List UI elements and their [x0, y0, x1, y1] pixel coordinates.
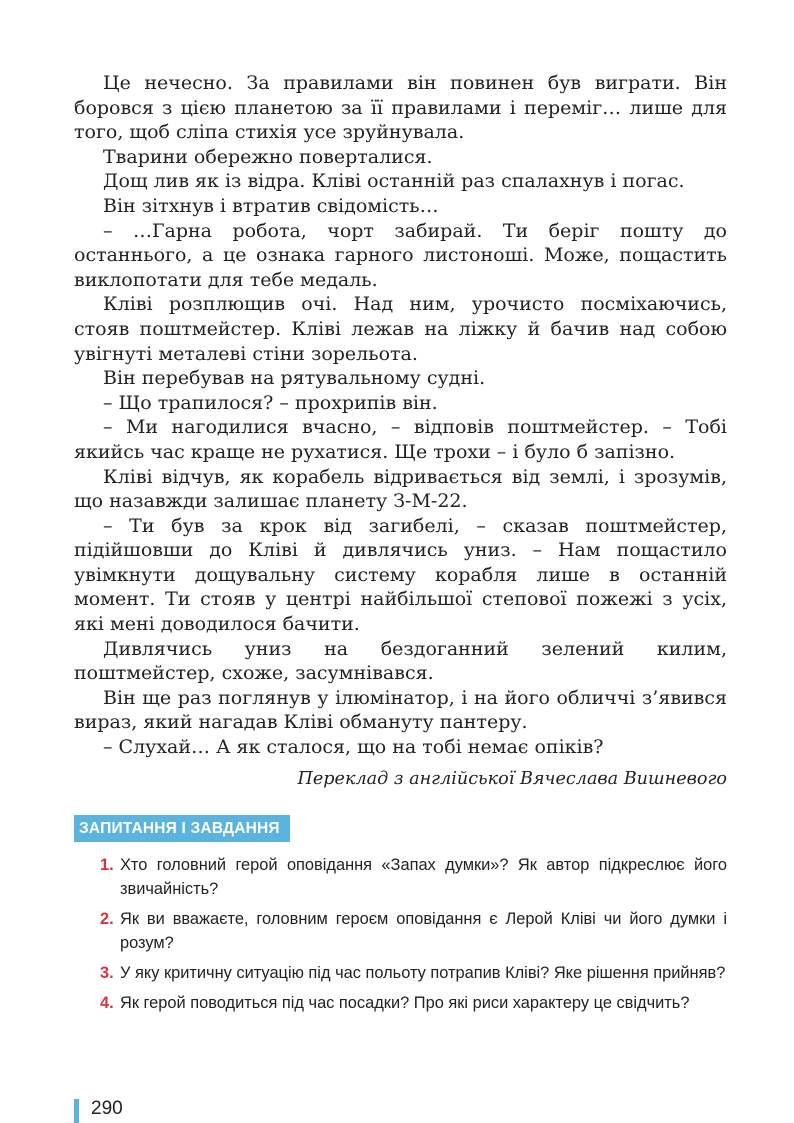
question-number: 1. [100, 856, 114, 874]
story-paragraph: – Що трапилося? – прохрипів він. [103, 391, 438, 414]
story-paragraph: – Слухай… А як сталося, що на тобі немає опіків? [103, 736, 604, 759]
page-number-bar [74, 1099, 79, 1123]
question-item [100, 853, 727, 901]
story-paragraph: Він ще раз поглянув у ілюмінатор, і на його обличчі з’явився вираз, який нагадав Кліві обмануту пантеру. [74, 686, 727, 734]
question-item [100, 991, 727, 1015]
story-text [74, 71, 727, 760]
story-paragraph: Дощ лив як із відра. Кліві останній раз спалахнув і погас. [103, 170, 685, 193]
story-paragraph: – Ти був за крок від загибелі, – сказав поштмейстер, підійшовши до Кліві й дивлячись униз. – Нам пощастило увімкнути дощувальну систему корабля лише в останній момент. Ти стояв у центрі найбільшої степової пожежі з усіх, які мені доводилося бачити. [74, 514, 727, 636]
questions-list [100, 853, 727, 1021]
story-paragraph: – Ми нагодилися вчасно, – відповів поштмейстер. – Тобі якийсь час краще не рухатися. Ще трохи – і було б запізно. [74, 416, 727, 463]
question-text: Як герой поводиться під час посадки? Про які риси характеру це свідчить? [120, 994, 690, 1012]
translation-credit: Переклад з англійської Вячеслава Вишневого [297, 769, 727, 789]
story-paragraph: – …Гарна робота, чорт забирай. Ти беріг пошту до останнього, а це ознака гарного листоноші. Може, пощастить виклопотати для тебе медаль. [74, 219, 727, 291]
section-heading-questions: ЗАПИТАННЯ І ЗАВДАННЯ [74, 815, 290, 842]
story-paragraph: Кліві відчув, як корабель відривається від землі, і зрозумів, що назавжди залишає планету З-М-22. [74, 465, 727, 513]
question-item [100, 907, 727, 955]
story-paragraph: Це нечесно. За правилами він повинен був виграти. Він боровся з цією планетою за її правилами і переміг… лише для того, щоб сліпа стихія усе зруйнувала. [74, 72, 727, 144]
story-paragraph: Він перебував на рятувальному судні. [103, 367, 486, 390]
question-text: У яку критичну ситуацію під час польоту потрапив Кліві? Яке рішення прийняв? [120, 964, 726, 982]
story-paragraph: Кліві розплющив очі. Над ним, урочисто посміхаючись, стояв поштмейстер. Кліві лежав на ліжку й бачив над собою увігнуті металеві стіни зорельота. [74, 293, 727, 365]
question-text: Як ви вважаєте, головним героєм оповідання є Лерой Кліві чи його думки і розум? [120, 910, 727, 952]
question-text: Хто головний герой оповідання «Запах думки»? Як автор підкреслює його звичайність? [120, 856, 727, 898]
question-number: 2. [100, 910, 114, 928]
story-paragraph: Він зітхнув і втратив свідомість… [103, 194, 439, 217]
question-number: 3. [100, 964, 114, 982]
story-paragraph: Дивлячись униз на бездоганний зелений килим, поштмейстер, схоже, засумнівався. [74, 637, 727, 685]
question-number: 4. [100, 994, 114, 1012]
question-item [100, 961, 727, 985]
story-paragraph: Тварини обережно поверталися. [103, 145, 433, 168]
page-number: 290 [91, 1098, 123, 1119]
